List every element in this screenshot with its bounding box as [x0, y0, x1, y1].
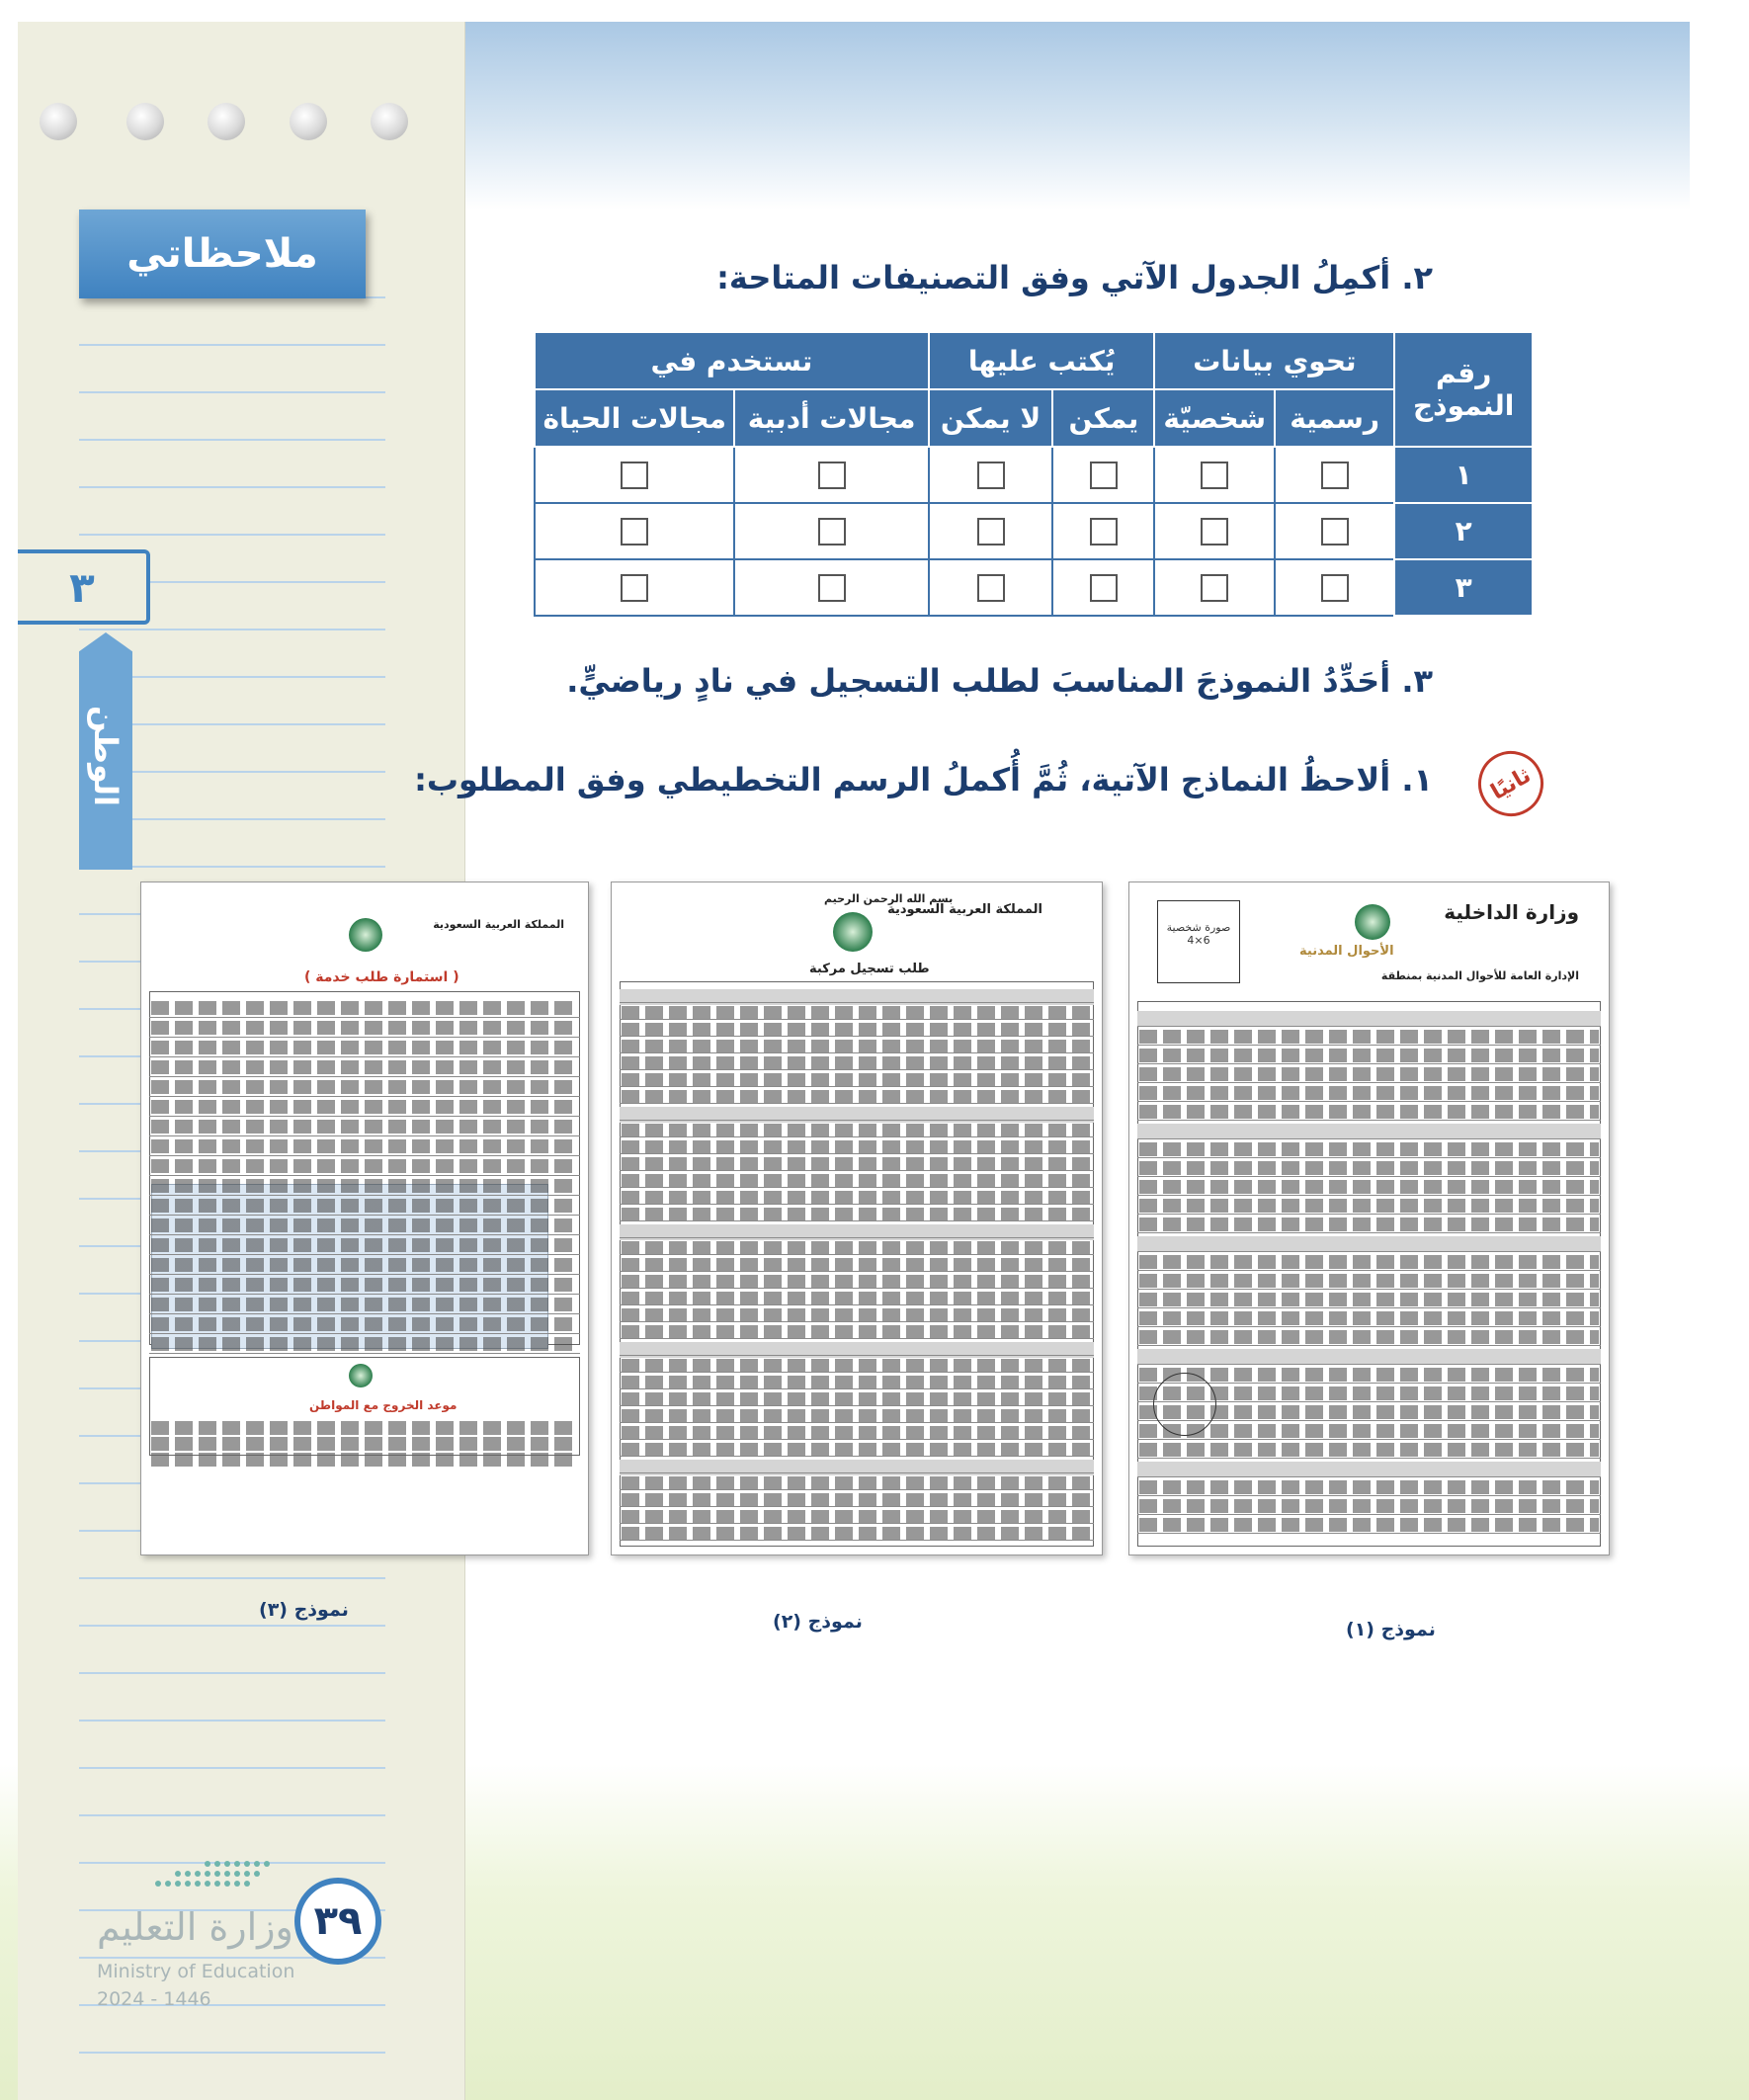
form-rule — [149, 1155, 580, 1156]
form-rule — [1137, 1326, 1601, 1327]
photo-placeholder: صورة شخصية 6×4 — [1157, 900, 1240, 983]
form-field-row — [1139, 1049, 1599, 1062]
form-field-row — [622, 1359, 1092, 1373]
checkbox[interactable] — [818, 574, 846, 602]
form-rule — [149, 1234, 580, 1235]
ministry-name-english: Ministry of Education — [97, 1961, 295, 1982]
checkbox[interactable] — [977, 462, 1005, 489]
form-field-row — [1139, 1030, 1599, 1044]
form-rule — [1137, 1345, 1601, 1346]
form-field-row — [1139, 1368, 1599, 1382]
ministry-logo-icon — [148, 1854, 296, 1893]
form-rule — [149, 1037, 580, 1038]
form-1-header-line: الإدارة العامة للأحوال المدنية بمنطقة — [1380, 969, 1579, 982]
form-field-row — [151, 1080, 578, 1094]
form-field-row — [622, 1174, 1092, 1188]
form-field-row — [622, 1157, 1092, 1171]
form-3-title: ( استمارة طلب خدمة ) — [304, 969, 459, 985]
form-rule — [1137, 1533, 1601, 1534]
form-rule — [620, 1388, 1094, 1389]
form-field-row — [622, 1392, 1092, 1406]
checkbox[interactable] — [621, 518, 648, 546]
form-rule — [620, 1439, 1094, 1440]
form-rule — [620, 1456, 1094, 1457]
checkbox[interactable] — [621, 574, 648, 602]
form-rule — [149, 1195, 580, 1196]
form-rule — [149, 1215, 580, 1216]
checkbox[interactable] — [818, 518, 846, 546]
form-2-kingdom: المملكة العربية السعودية — [887, 902, 1042, 917]
checkbox[interactable] — [1321, 518, 1349, 546]
checkbox[interactable] — [1321, 462, 1349, 489]
form-rule — [149, 1294, 580, 1295]
form-rule — [1137, 1176, 1601, 1177]
form-field-row — [1137, 1011, 1601, 1027]
form-field-row — [622, 1073, 1092, 1087]
checkbox[interactable] — [1090, 462, 1118, 489]
form-field-row — [151, 1218, 578, 1232]
form-rule — [149, 1333, 580, 1334]
form-rule — [620, 1304, 1094, 1305]
notebook-rule-line — [79, 629, 385, 630]
form-field-row — [1139, 1086, 1599, 1100]
form-rule — [149, 1353, 580, 1354]
form-rule — [620, 1506, 1094, 1507]
checkbox[interactable] — [1321, 574, 1349, 602]
form-rule — [1137, 1232, 1601, 1233]
form-rule — [1137, 1270, 1601, 1271]
form-field-row — [1137, 1462, 1601, 1477]
form-rule — [149, 1096, 580, 1097]
form-field-row — [1139, 1311, 1599, 1325]
form-field-row — [151, 1001, 578, 1015]
form-rule — [1137, 1026, 1601, 1027]
form-field-row — [151, 1120, 578, 1134]
checkbox[interactable] — [1201, 518, 1228, 546]
chapter-number: ٣ — [18, 549, 150, 625]
form-field-row — [1139, 1499, 1599, 1513]
form-field-row — [151, 1278, 578, 1292]
classification-table — [534, 331, 1534, 617]
form-field-row — [622, 1140, 1092, 1154]
form-rule — [620, 1103, 1094, 1104]
form-field-row — [622, 1426, 1092, 1440]
row-number: ١ — [1394, 447, 1533, 503]
form-field-row — [622, 1476, 1092, 1490]
form-field-row — [151, 1041, 578, 1054]
notebook-rule-line — [79, 391, 385, 393]
table-row — [535, 503, 1533, 559]
form-field-row — [1139, 1480, 1599, 1494]
form-field-row — [622, 1191, 1092, 1205]
form-field-row — [151, 1258, 578, 1272]
binder-hole — [40, 103, 77, 140]
form-3-subtitle: موعد الخروج مع المواطن — [309, 1398, 458, 1412]
form-3-kingdom: المملكة العربية السعودية — [433, 918, 564, 931]
municipality-emblem-icon — [349, 918, 382, 952]
form-field-row — [1139, 1142, 1599, 1156]
form-rule — [620, 1220, 1094, 1221]
form-field-row — [1139, 1274, 1599, 1288]
form-field-row — [151, 1337, 578, 1351]
page-number: ٣٩ — [294, 1878, 381, 1965]
form-rule — [1137, 1214, 1601, 1215]
form-field-row — [151, 1317, 578, 1331]
form-field-row — [151, 1021, 578, 1035]
top-header-band — [464, 22, 1690, 210]
form-1-image — [1128, 882, 1610, 1555]
form-rule — [620, 1136, 1094, 1137]
form-field-row — [1139, 1180, 1599, 1194]
section-2-instruction: ١. ألاحظُ النماذج الآتية، ثُمَّ أُكملُ الرسم التخطيطي وفق المطلوب: — [414, 761, 1433, 798]
table-row — [535, 447, 1533, 503]
form-field-row — [1139, 1218, 1599, 1231]
form-field-row — [622, 1208, 1092, 1221]
form-field-row — [1139, 1330, 1599, 1344]
checkbox[interactable] — [1201, 574, 1228, 602]
form-field-row — [622, 1325, 1092, 1339]
form-rule — [620, 1540, 1094, 1541]
form-rule — [620, 1355, 1094, 1356]
form-rule — [149, 1135, 580, 1136]
form-rule — [620, 1523, 1094, 1524]
form-rule — [149, 1017, 580, 1018]
header-official: رسمية — [1275, 389, 1394, 447]
form-field-row — [1139, 1161, 1599, 1175]
form-field-row — [622, 1124, 1092, 1137]
form-field-row — [1139, 1105, 1599, 1119]
form-rule — [1137, 1195, 1601, 1196]
form-field-row — [1139, 1199, 1599, 1213]
checkbox[interactable] — [1201, 462, 1228, 489]
form-rule — [1137, 1364, 1601, 1365]
form-rule — [1137, 1157, 1601, 1158]
header-personal: شخصيّة — [1154, 389, 1274, 447]
form-field-row — [622, 1376, 1092, 1389]
form-rule — [1137, 1514, 1601, 1515]
ministry-emblem-icon — [833, 912, 873, 952]
form-field-row — [622, 1510, 1092, 1524]
form-rule — [1137, 1101, 1601, 1102]
form-rule — [1137, 1476, 1601, 1477]
edition-year: 2024 - 1446 — [97, 1988, 211, 2010]
form-field-row — [151, 1199, 578, 1213]
checkbox[interactable] — [818, 462, 846, 489]
form-rule — [149, 1056, 580, 1057]
form-field-row — [622, 1275, 1092, 1289]
form-rule — [1137, 1138, 1601, 1139]
form-field-row — [1137, 1236, 1601, 1252]
header-writable: يُكتب عليها — [929, 332, 1155, 389]
notebook-rule-line — [79, 344, 385, 346]
header-used-in: تستخدم في — [535, 332, 929, 389]
question-3: ٣. أحَدِّدُ النموذجَ المناسبَ لطلب التسجيل في نادٍ رياضيٍّ. — [566, 662, 1433, 700]
ministry-name-arabic: وزارة التعليم — [97, 1905, 293, 1949]
form-field-row — [622, 1006, 1092, 1020]
form-field-row — [151, 1139, 578, 1153]
form-rule — [620, 1019, 1094, 1020]
header-cannot: لا يمكن — [929, 389, 1052, 447]
form-rule — [1137, 1045, 1601, 1046]
form-field-row — [622, 1493, 1092, 1507]
form-rule — [1137, 1495, 1601, 1496]
form-rule — [620, 1204, 1094, 1205]
form-field-row — [151, 1060, 578, 1074]
binder-hole — [126, 103, 164, 140]
header-model-number: رقم النموذج — [1394, 332, 1533, 447]
form-field-row — [1139, 1255, 1599, 1269]
form-rule — [1137, 1063, 1601, 1064]
form-rule — [1137, 1120, 1601, 1121]
form-field-row — [622, 1409, 1092, 1423]
form-3-slip — [149, 1357, 580, 1456]
header-life: مجالات الحياة — [535, 389, 734, 447]
form-rule — [620, 1170, 1094, 1171]
form-field-row — [151, 1159, 578, 1173]
form-rule — [1137, 1251, 1601, 1252]
form-rule — [620, 1002, 1094, 1003]
form-1-caption: نموذج (١) — [1346, 1619, 1436, 1640]
form-field-row — [1139, 1424, 1599, 1438]
form-2-image — [611, 882, 1103, 1555]
form-rule — [149, 1254, 580, 1255]
form-field-row — [622, 1308, 1092, 1322]
binder-hole — [208, 103, 245, 140]
table-row — [535, 559, 1533, 616]
form-field-row — [1139, 1293, 1599, 1306]
form-field-row — [1137, 1124, 1601, 1139]
form-rule — [620, 1489, 1094, 1490]
header-can: يمكن — [1052, 389, 1154, 447]
header-literary: مجالات أدبية — [734, 389, 928, 447]
form-rule — [620, 1405, 1094, 1406]
form-rule — [620, 1069, 1094, 1070]
row-number: ٣ — [1394, 559, 1533, 616]
notebook-rule-line — [79, 1720, 385, 1722]
form-rule — [1137, 1082, 1601, 1083]
form-rule — [1137, 1307, 1601, 1308]
form-3-caption: نموذج (٣) — [259, 1599, 349, 1621]
form-rule — [620, 1372, 1094, 1373]
form-3-image — [140, 882, 589, 1555]
checkbox[interactable] — [1090, 518, 1118, 546]
form-rule — [149, 1116, 580, 1117]
form-rule — [149, 1175, 580, 1176]
form-1-ministry: وزارة الداخلية — [1444, 900, 1579, 924]
question-2: ٢. أكمِلُ الجدول الآتي وفق التصنيفات المتاحة: — [716, 259, 1433, 296]
checkbox[interactable] — [1090, 574, 1118, 602]
notebook-rule-line — [79, 2052, 385, 2054]
form-rule — [620, 1036, 1094, 1037]
form-field-row — [151, 1100, 578, 1114]
row-number: ٢ — [1394, 503, 1533, 559]
form-rule — [620, 1120, 1094, 1121]
form-field-row — [622, 1023, 1092, 1037]
form-rule — [620, 1271, 1094, 1272]
notebook-rule-line — [79, 1672, 385, 1674]
form-field-row — [151, 1298, 578, 1311]
form-field-row — [622, 1040, 1092, 1053]
official-stamp — [1153, 1373, 1216, 1436]
form-rule — [1137, 1439, 1601, 1440]
form-field-row — [1137, 1349, 1601, 1365]
form-rule — [620, 1288, 1094, 1289]
form-rule — [149, 1313, 580, 1314]
form-rule — [620, 1338, 1094, 1339]
notebook-rule-line — [79, 486, 385, 488]
checkbox[interactable] — [977, 518, 1005, 546]
form-field-row — [622, 1241, 1092, 1255]
form-rule — [1137, 1289, 1601, 1290]
notebook-rule-line — [79, 439, 385, 441]
notebook-rule-line — [79, 1625, 385, 1627]
form-field-row — [1139, 1443, 1599, 1457]
notebook-rule-line — [79, 1814, 385, 1816]
form-1-agency: الأحوال المدنية — [1299, 944, 1394, 959]
chapter-name: الوطن — [87, 706, 125, 806]
binder-hole — [371, 103, 408, 140]
form-field-row — [622, 1443, 1092, 1457]
form-rule — [620, 1187, 1094, 1188]
form-field-row — [1139, 1067, 1599, 1081]
form-field-row — [151, 1179, 578, 1193]
binder-hole — [290, 103, 327, 140]
form-rule — [149, 1274, 580, 1275]
form-2-caption: نموذج (٢) — [773, 1611, 863, 1633]
form-rule — [620, 1086, 1094, 1087]
form-rule — [1137, 1458, 1601, 1459]
form-field-row — [622, 1292, 1092, 1305]
section-badge: ثانيًا — [1466, 739, 1555, 828]
form-rule — [620, 1052, 1094, 1053]
notes-title: ملاحظاتي — [79, 210, 366, 298]
form-field-row — [622, 1056, 1092, 1070]
form-rule — [620, 1153, 1094, 1154]
saudi-emblem-icon — [1355, 904, 1390, 940]
form-rule — [620, 1254, 1094, 1255]
form-rule — [620, 1422, 1094, 1423]
header-contains-data: تحوي بيانات — [1154, 332, 1394, 389]
notebook-rule-line — [79, 1767, 385, 1769]
form-rule — [149, 1076, 580, 1077]
form-field-row — [1139, 1518, 1599, 1532]
form-2-title: طلب تسجيل مركبة — [809, 962, 930, 976]
form-field-row — [622, 1527, 1092, 1541]
form-field-row — [622, 1090, 1092, 1104]
checkbox[interactable] — [977, 574, 1005, 602]
checkbox[interactable] — [621, 462, 648, 489]
form-field-row — [151, 1238, 578, 1252]
form-rule — [620, 1237, 1094, 1238]
form-2-basmala: بسم الله الرحمن الرحيم — [824, 892, 954, 905]
form-rule — [620, 1321, 1094, 1322]
notebook-rule-line — [79, 1577, 385, 1579]
form-field-row — [622, 1258, 1092, 1272]
form-rule — [620, 1472, 1094, 1473]
notebook-rule-line — [79, 534, 385, 536]
